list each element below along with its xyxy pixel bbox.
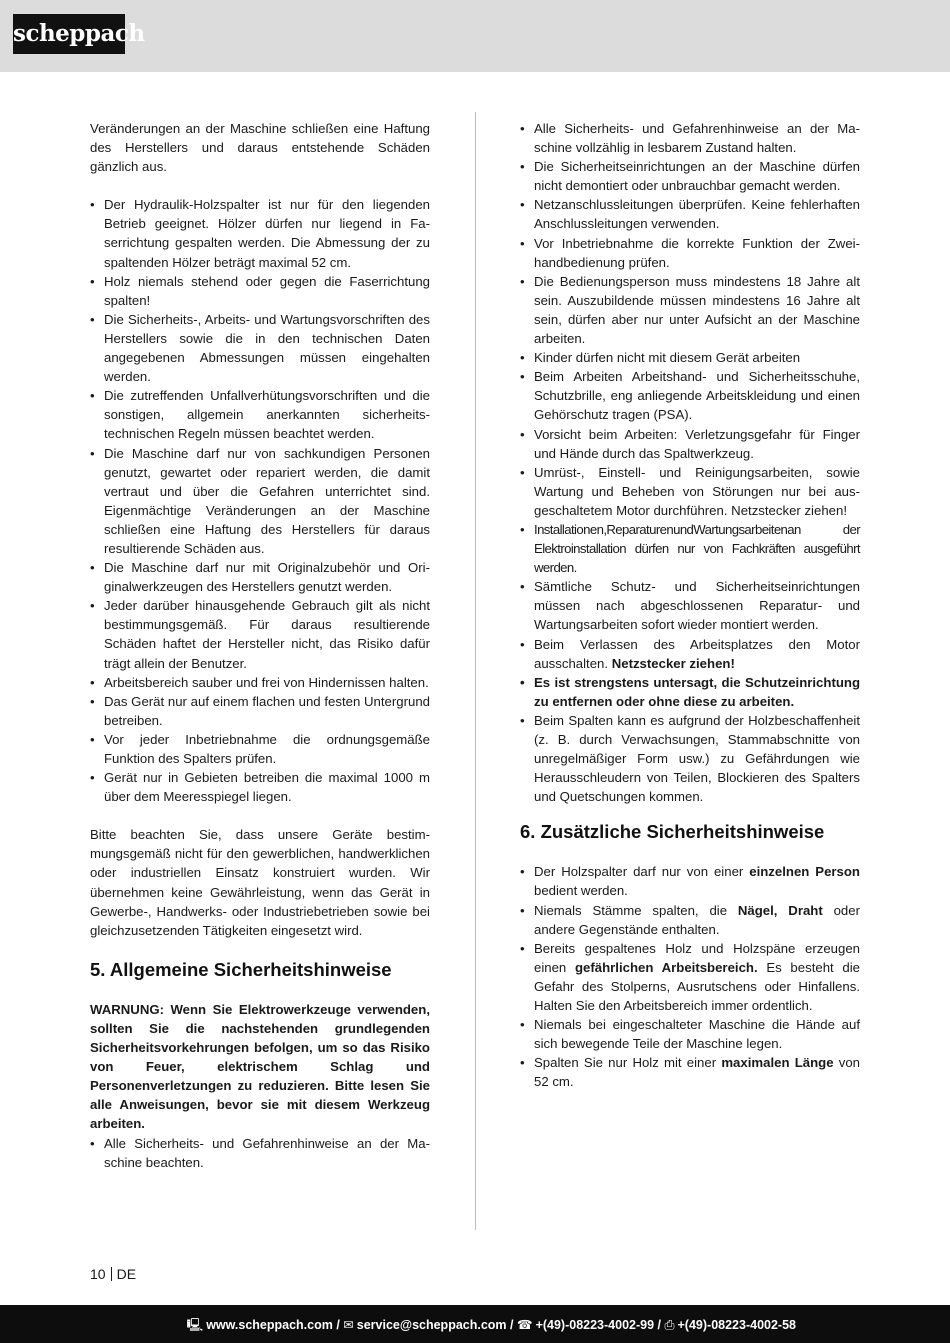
list-item: • Arbeitsbereich sauber und frei von Hindernissen halten. [90,673,430,692]
list-item: • Die Maschine darf nur von sachkundigen Personen genutzt, gewartet oder repariert werden, die damit vertraut und über die Gefahren unterrichtet sind. Eigenmächtige Veränderungen an der Maschine schließen eine Haftung des Herstellers für daraus resultierende Schäden aus. [90,444,430,559]
list-item: • Sämtliche Schutz- und Sicherheitseinrichtungen müssen nach abgeschlossenen Reparatur- und Wartungsarbeiten sofort wieder montiert werden. [520,577,860,634]
warning-paragraph: WARNUNG: Wenn Sie Elektrowerkzeuge verwenden, sollten Sie die nachstehenden grundlegenden Sicherheitsvorkehrungen befolgen, um so das Risiko von Feuer, elektrischem Schlag und Personenverletzungen zu reduzieren. Bitte lesen Sie alle Anweisungen, bevor sie mit diesem Werkzeug arbeiten. [90,1001,430,1132]
section-6-heading: 6. Zusätzliche Sicherheitshinweise [520,821,825,843]
bold-span: gefährlichen Arbeitsbereich. [574,959,758,975]
list-item: • Beim Spalten kann es aufgrund der Holzbeschaffenheit (z. B. durch Verwachsungen, Stammabschnitte von unregelmäßiger Form usw.) zu Gefährdungen wie Herausschleudern von Teilen, Blockieren des Spalters und Quetschungen kommen. [520,711,860,806]
page-number-value: 10 [90,1266,106,1282]
bold-span: maximalen Länge [721,1055,834,1071]
section-5-heading: 5. Allgemeine Sicherheitshinweise [90,958,392,980]
list-item: • Die Sicherheits-, Arbeits- und Wartungsvorschriften des Herstellers sowie die in den technischen Daten angegebenen Abmessungen müssen eingehalten werden. [90,310,430,386]
list-item: • Umrüst-, Einstell- und Reinigungsarbeiten, sowie Wartung und Beheben von Störungen nur bei ausgeschaltetem Motor durchführen. Netzstecker ziehen! [520,463,860,520]
unplug-bold: Netzstecker ziehen! [611,655,735,671]
list-item [520,901,860,939]
text-span: Der Holzspalter darf nur von einer [534,864,750,880]
list-item: • Das Gerät nur auf einem flachen und festen Untergrund betreiben. [90,692,430,730]
footer-bar [0,1305,950,1343]
page-number [90,1265,136,1283]
fax-icon: ⎙ [664,1318,675,1332]
section-6-bullet-list [520,862,860,1091]
fax-number: +(49)-08223-4002-58 [677,1318,796,1332]
bold-span: Nägel, Draht [737,902,823,918]
computer-icon: 🖳 [186,1318,204,1332]
column-divider [475,112,476,1230]
intro-paragraph: Veränderungen an der Maschine schließen eine Haftung des Herstellers und daraus entstehende Schäden gänzlich aus. [90,121,430,175]
list-item [520,635,860,673]
text-span: von 52 cm. [534,1055,861,1090]
list-item: • Holz niemals stehend oder gegen die Faserrichtung spalten! [90,272,430,310]
list-item: • Es ist strengstens untersagt, die Schutzeinrichtung zu entfernen oder ohne diese zu arbeiten. [520,673,860,711]
list-item: • Die zutreffenden Unfallverhütungsvorschriften und die sonstigen, allgemein anerkannten sicherheitstechnischen Regeln müssen beachtet werden. [90,386,430,443]
separator [111,1267,112,1281]
list-item: • Die Maschine darf nur mit Originalzubehör und Originalwerkzeugen des Herstellers genutzt werden. [90,558,430,596]
list-item: • Beim Arbeiten Arbeitshand- und Sicherheitsschuhe, Schutzbrille, eng anliegende Arbeitskleidung und einen Gehörschutz tragen (PSA). [520,367,860,424]
list-item: • Niemals bei eingeschalteter Maschine die Hände auf sich bewegende Teile der Maschine legen. [520,1015,860,1053]
scheppach-logo: scheppach [13,14,125,54]
contact-line [187,1316,796,1337]
header-band [0,0,950,72]
list-item: • Vor jeder Inbetriebnahme die ordnungsgemäße Funktion des Spalters prüfen. [90,730,430,768]
list-item: • Der Hydraulik-Holzspalter ist nur für den liegenden Betrieb geeignet. Hölzer dürfen nur liegend in Faserrichtung gespalten werden. Die Abmessung der zu spaltenden Hölzer beträgt maximal 52 cm. [90,195,430,271]
bold-span: einzelnen Person [749,864,860,880]
envelope-icon: ✉ [343,1318,354,1332]
text-span: Spalten Sie nur Holz mit einer [534,1055,722,1071]
list-item: • Gerät nur in Gebieten betreiben die maximal 1000 m über dem Meeresspiegel liegen. [90,768,430,806]
text-span: Es besteht die Gefahr des Stolperns, Ausrutschens oder Hinfallens. Halten Sie den Arbeitsbereich immer ordentlich. [534,959,860,1014]
text-span: Niemals Stämme spalten, die [534,902,738,918]
list-item: • Vorsicht beim Arbeiten: Verletzungsgefahr für Finger und Hände durch das Spaltwerkzeug. [520,425,860,463]
usage-bullet-list [90,195,430,806]
website-link[interactable]: www.scheppach.com / [206,1318,340,1332]
section-5-bullet-list [90,1134,430,1172]
list-item: • Alle Sicherheits- und Gefahrenhinweise an der Maschine vollzählig in lesbarem Zustand halten. [520,119,860,157]
list-item: • Die Sicherheitseinrichtungen an der Maschine dürfen nicht demontiert oder unbrauchbar gemacht werden. [520,157,860,195]
text-span: bedient werden. [534,883,628,899]
right-column [520,119,860,1092]
text-span: oder andere Gegenstände enthalten. [534,902,860,937]
phone-number: +(49)-08223-4002-99 / [535,1318,661,1332]
list-item: • Jeder darüber hinausgehende Gebrauch gilt als nicht bestimmungsgemäß. Für daraus resultierende Schäden haftet der Hersteller nicht, das Risiko dafür trägt allein der Benutzer. [90,596,430,672]
list-item: • Alle Sicherheits- und Gefahrenhinweise an der Maschine beachten. [90,1134,430,1172]
email-link[interactable]: service@scheppach.com / [356,1318,514,1332]
warranty-paragraph: Bitte beachten Sie, dass unsere Geräte bestimmungsgemäß nicht für den gewerblichen, handwerklichen oder industriellen Einsatz konstruiert wurden. Wir übernehmen keine Gewährleistung, wenn das Gerät in Gewerbe-, Handwerks- oder Industriebetrieben sowie bei gleichzusetzenden Tätigkeiten eingesetzt wird. [90,827,430,938]
text-span: Bereits gespaltenes Holz und Holzspäne erzeugen einen [534,940,860,975]
list-item: • Kinder dürfen nicht mit diesem Gerät arbeiten [520,348,860,367]
list-item [520,1053,860,1091]
safety-bullet-list [520,119,860,806]
phone-icon: ☎ [516,1318,533,1332]
list-item: • Installationen,ReparaturenundWartungsarbeitenan der Elektroinstallation dürfen nur von Fachkräften ausgeführt werden. [520,520,860,577]
list-item: • Netzanschlussleitungen überprüfen. Keine fehlerhaften Anschlussleitungen verwenden. [520,195,860,233]
language-code: DE [116,1266,137,1282]
leaving-text: Beim Verlassen des Arbeitsplatzes den Motor ausschalten. [534,636,860,671]
left-column [90,119,430,1172]
list-item: • Die Bedienungsperson muss mindestens 18 Jahre alt sein. Auszubildende müssen mindestens 16 Jahre alt sein, dürfen aber nur unter Aufsicht an der Maschine arbeiten. [520,272,860,348]
list-item: • Vor Inbetriebnahme die korrekte Funktion der Zweihandbedienung prüfen. [520,234,860,272]
list-item [520,862,860,900]
list-item [520,939,860,1015]
